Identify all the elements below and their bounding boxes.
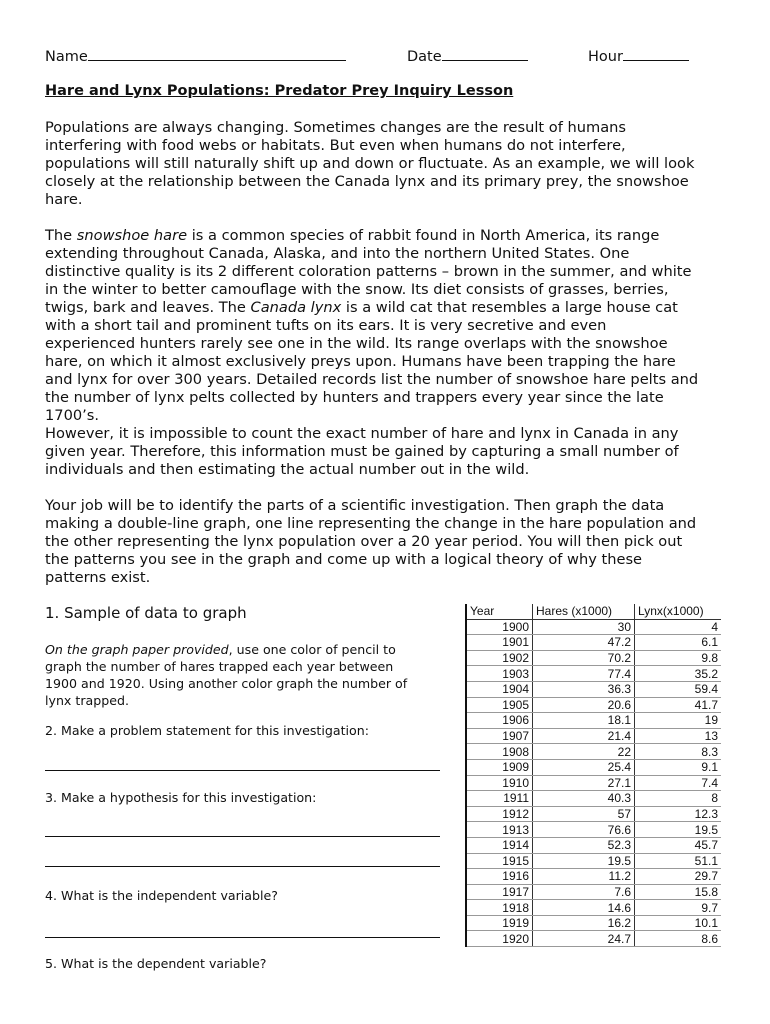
- hares-cell: 16.2: [533, 915, 635, 931]
- table-row: [466, 697, 721, 713]
- table-row: [466, 915, 721, 931]
- text-segment: is a wild cat that resembles a large house cat: [341, 299, 678, 316]
- hares-cell: 30: [533, 619, 635, 635]
- hares-cell: 57: [533, 806, 635, 822]
- text-line: [45, 191, 735, 209]
- text-segment: The: [45, 227, 77, 244]
- lynx-cell: 8.3: [635, 744, 722, 760]
- year-cell: 1917: [466, 884, 533, 900]
- table-row: [466, 900, 721, 916]
- text-line: [45, 497, 735, 515]
- text-segment: However, it is impossible to count the exact number of hare and lynx in Canada in any: [45, 425, 679, 442]
- text-segment: hare, on which it almost exclusively preys upon. Humans have been trapping the hare: [45, 353, 676, 370]
- year-cell: 1905: [466, 697, 533, 713]
- question-3: 3. Make a hypothesis for this investigation:: [45, 790, 317, 805]
- question-5: 5. What is the dependent variable?: [45, 956, 267, 971]
- text-line: [45, 317, 735, 335]
- table-header-row: [466, 604, 721, 619]
- hour-field[interactable]: [588, 46, 689, 65]
- text-line: [45, 569, 735, 587]
- task-paragraph: [45, 497, 735, 587]
- lynx-cell: 9.8: [635, 650, 722, 666]
- year-cell: 1900: [466, 619, 533, 635]
- lynx-cell: 9.7: [635, 900, 722, 916]
- text-line: [45, 119, 735, 137]
- name-label: Name: [45, 49, 88, 65]
- text-segment: is a common species of rabbit found in North America, its range: [187, 227, 660, 244]
- year-cell: 1915: [466, 853, 533, 869]
- text-segment: twigs, bark and leaves. The: [45, 299, 251, 316]
- hares-cell: 24.7: [533, 931, 635, 947]
- text-line: [45, 299, 735, 317]
- text-line: [45, 371, 735, 389]
- year-cell: 1911: [466, 791, 533, 807]
- text-line: [45, 551, 735, 569]
- year-cell: 1909: [466, 759, 533, 775]
- hares-cell: 52.3: [533, 837, 635, 853]
- hares-cell: 76.6: [533, 822, 635, 838]
- text-segment: Your job will be to identify the parts of a scientific investigation. Then graph the data: [45, 497, 665, 514]
- text-line: [45, 533, 735, 551]
- table-row: [466, 650, 721, 666]
- text-line: [45, 335, 735, 353]
- table-row: [466, 713, 721, 729]
- worksheet-title: Hare and Lynx Populations: Predator Prey Inquiry Lesson: [45, 83, 514, 99]
- text-line: [45, 407, 735, 425]
- text-line: [45, 425, 735, 443]
- hares-cell: 21.4: [533, 728, 635, 744]
- answer-line-2[interactable]: [45, 770, 440, 771]
- lynx-cell: 9.1: [635, 759, 722, 775]
- population-data-table: [465, 604, 721, 947]
- hares-cell: 77.4: [533, 666, 635, 682]
- hares-cell: 36.3: [533, 681, 635, 697]
- year-cell: 1901: [466, 635, 533, 651]
- year-cell: 1918: [466, 900, 533, 916]
- text-line: [45, 658, 407, 675]
- hares-cell: 18.1: [533, 713, 635, 729]
- table-row: [466, 931, 721, 947]
- lynx-cell: 19: [635, 713, 722, 729]
- table-row: [466, 822, 721, 838]
- table-row: [466, 791, 721, 807]
- text-segment: Populations are always changing. Sometimes changes are the result of humans: [45, 119, 627, 136]
- lynx-cell: 13: [635, 728, 722, 744]
- text-segment: extending throughout Canada, Alaska, and into the northern United States. One: [45, 245, 630, 262]
- text-line: [45, 389, 735, 407]
- text-line: [45, 137, 735, 155]
- lynx-cell: 15.8: [635, 884, 722, 900]
- lynx-cell: 51.1: [635, 853, 722, 869]
- name-field[interactable]: [45, 46, 346, 65]
- text-segment: the patterns you see in the graph and come up with a logical theory of why these: [45, 551, 643, 568]
- table-row: [466, 635, 721, 651]
- text-line: [45, 443, 735, 461]
- text-line: [45, 515, 735, 533]
- hares-cell: 47.2: [533, 635, 635, 651]
- text-line: [45, 281, 735, 299]
- lynx-cell: 8: [635, 791, 722, 807]
- table-row: [466, 853, 721, 869]
- text-line: [45, 461, 735, 479]
- answer-line-3b[interactable]: [45, 866, 440, 867]
- year-cell: 1910: [466, 775, 533, 791]
- table-row: [466, 837, 721, 853]
- date-field[interactable]: [407, 46, 528, 65]
- text-segment: 1700’s.: [45, 407, 100, 424]
- text-segment: populations will still naturally shift up and down or fluctuate. As an example, we will look: [45, 155, 695, 172]
- lynx-cell: 12.3: [635, 806, 722, 822]
- lynx-cell: 45.7: [635, 837, 722, 853]
- question-4: 4. What is the independent variable?: [45, 888, 278, 903]
- species-paragraph: [45, 227, 735, 479]
- text-segment: given year. Therefore, this information must be gained by capturing a small number of: [45, 443, 679, 460]
- table-row: [466, 759, 721, 775]
- text-line: [45, 155, 735, 173]
- question-2: 2. Make a problem statement for this investigation:: [45, 723, 369, 738]
- lynx-cell: 7.4: [635, 775, 722, 791]
- text-segment: lynx trapped.: [45, 693, 129, 708]
- italic-text: On the graph paper provided: [45, 642, 229, 657]
- year-cell: 1903: [466, 666, 533, 682]
- answer-line-3a[interactable]: [45, 836, 440, 837]
- lynx-cell: 41.7: [635, 697, 722, 713]
- lynx-cell: 59.4: [635, 681, 722, 697]
- table-row: [466, 619, 721, 635]
- italic-text: Canada lynx: [250, 299, 342, 316]
- lynx-cell: 29.7: [635, 869, 722, 885]
- text-line: [45, 245, 735, 263]
- table-row: [466, 775, 721, 791]
- year-cell: 1906: [466, 713, 533, 729]
- text-segment: graph the number of hares trapped each year between: [45, 659, 394, 674]
- column-header-lynx: Lynx(x1000): [635, 604, 722, 619]
- text-segment: 1900 and 1920. Using another color graph the number of: [45, 676, 408, 691]
- text-line: [45, 641, 407, 658]
- year-cell: 1920: [466, 931, 533, 947]
- year-cell: 1907: [466, 728, 533, 744]
- text-line: [45, 263, 735, 281]
- intro-paragraph: [45, 119, 735, 209]
- column-header-hares: Hares (x1000): [533, 604, 635, 619]
- text-segment: experienced hunters rarely see one in the wild. Its range overlaps with the snowshoe: [45, 335, 668, 352]
- text-segment: the other representing the lynx population over a 20 year period. You will then pick out: [45, 533, 683, 550]
- hour-label: Hour: [588, 49, 623, 65]
- text-line: [45, 227, 735, 245]
- text-line: [45, 353, 735, 371]
- text-segment: closely at the relationship between the Canada lynx and its primary prey, the snowshoe: [45, 173, 689, 190]
- hares-cell: 22: [533, 744, 635, 760]
- year-cell: 1902: [466, 650, 533, 666]
- text-line: [45, 173, 735, 191]
- year-cell: 1919: [466, 915, 533, 931]
- column-header-year: Year: [466, 604, 533, 619]
- text-segment: , use one color of pencil to: [228, 642, 396, 657]
- hares-cell: 7.6: [533, 884, 635, 900]
- year-cell: 1912: [466, 806, 533, 822]
- question-1-instructions: [45, 641, 407, 709]
- text-segment: in the winter to better camouflage with the snow. Its diet consists of grasses, berries,: [45, 281, 669, 298]
- table-row: [466, 681, 721, 697]
- text-segment: patterns exist.: [45, 569, 151, 586]
- lynx-cell: 4: [635, 619, 722, 635]
- table-row: [466, 869, 721, 885]
- lynx-cell: 19.5: [635, 822, 722, 838]
- text-segment: interfering with food webs or habitats. But even when humans do not interfere,: [45, 137, 626, 154]
- hares-cell: 19.5: [533, 853, 635, 869]
- text-segment: making a double-line graph, one line representing the change in the hare population and: [45, 515, 697, 532]
- italic-text: snowshoe hare: [76, 227, 188, 244]
- table-row: [466, 728, 721, 744]
- year-cell: 1908: [466, 744, 533, 760]
- year-cell: 1916: [466, 869, 533, 885]
- table-row: [466, 806, 721, 822]
- year-cell: 1904: [466, 681, 533, 697]
- text-segment: distinctive quality is its 2 different coloration patterns – brown in the summer, and white: [45, 263, 692, 280]
- lynx-cell: 35.2: [635, 666, 722, 682]
- table-row: [466, 744, 721, 760]
- year-cell: 1914: [466, 837, 533, 853]
- date-label: Date: [407, 49, 442, 65]
- question-1: 1. Sample of data to graph: [45, 604, 247, 622]
- hares-cell: 27.1: [533, 775, 635, 791]
- hares-cell: 40.3: [533, 791, 635, 807]
- text-segment: individuals and then estimating the actual number out in the wild.: [45, 461, 530, 478]
- text-segment: with a short tail and prominent tufts on its ears. It is very secretive and even: [45, 317, 607, 334]
- hares-cell: 70.2: [533, 650, 635, 666]
- lynx-cell: 10.1: [635, 915, 722, 931]
- hares-cell: 20.6: [533, 697, 635, 713]
- table-row: [466, 666, 721, 682]
- text-line: [45, 675, 407, 692]
- text-segment: and lynx for over 300 years. Detailed records list the number of snowshoe hare pelts and: [45, 371, 699, 388]
- year-cell: 1913: [466, 822, 533, 838]
- hares-cell: 25.4: [533, 759, 635, 775]
- table-row: [466, 884, 721, 900]
- hares-cell: 11.2: [533, 869, 635, 885]
- lynx-cell: 8.6: [635, 931, 722, 947]
- answer-line-4[interactable]: [45, 937, 440, 938]
- text-segment: hare.: [45, 191, 83, 208]
- text-line: [45, 692, 407, 709]
- hares-cell: 14.6: [533, 900, 635, 916]
- lynx-cell: 6.1: [635, 635, 722, 651]
- text-segment: the number of lynx pelts collected by hunters and trappers every year since the late: [45, 389, 664, 406]
